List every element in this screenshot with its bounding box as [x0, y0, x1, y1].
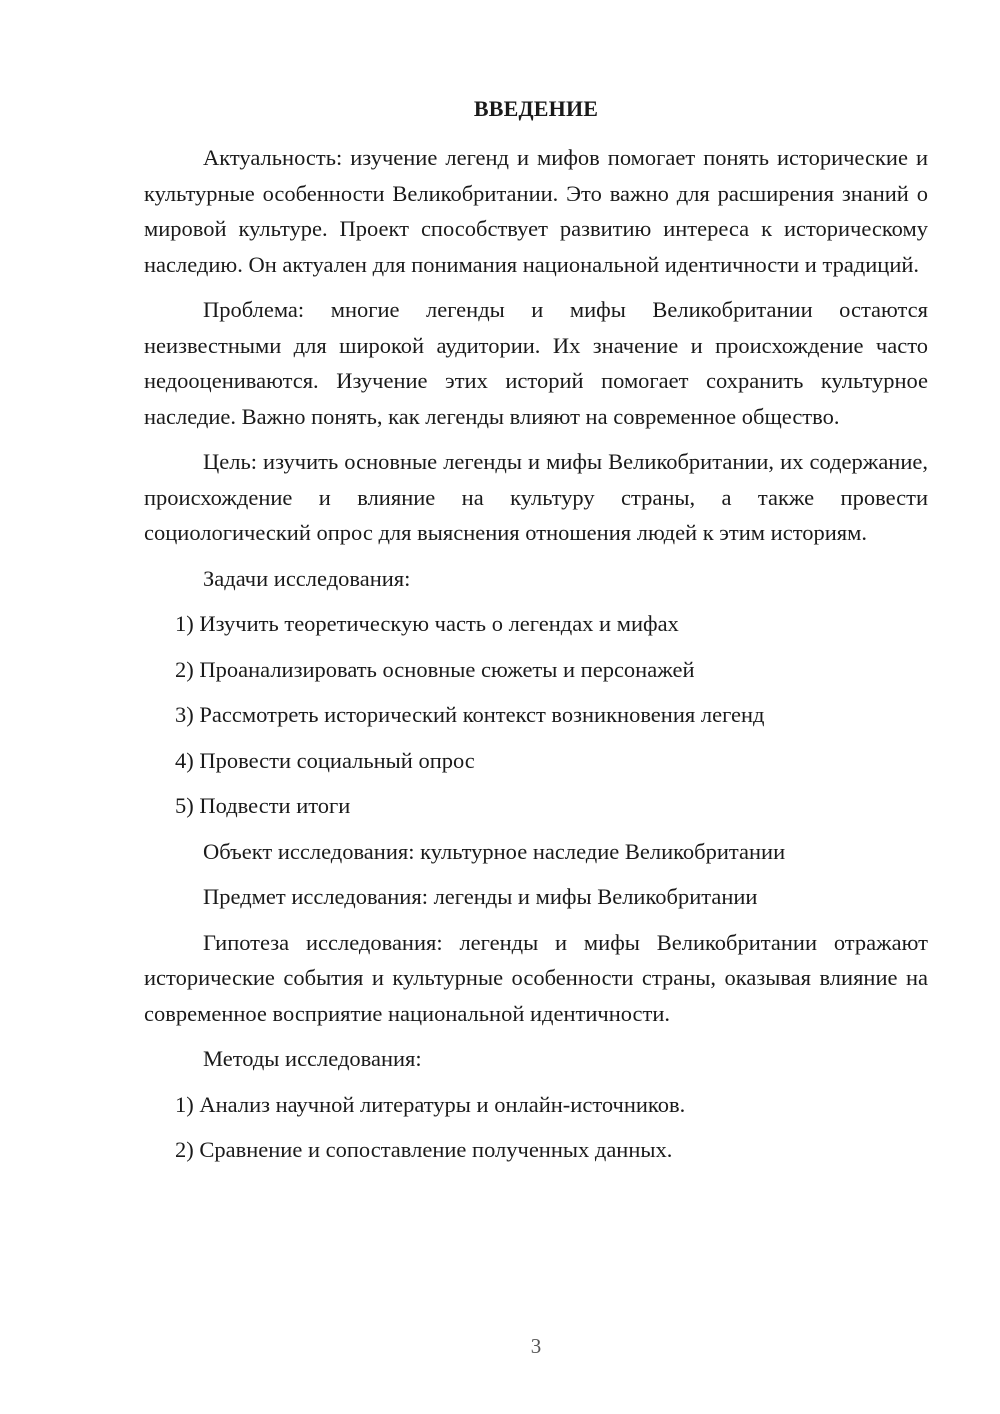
- page-number: 3: [530, 1334, 542, 1358]
- tasks-label: Задачи исследования:: [203, 565, 411, 591]
- goal-paragraph: Цель: изучить основные легенды и мифы Великобритании, их содержание, происхождение и влияние на культуру страны, а также провести социологический опрос для выяснения отношения людей к этим историям.: [144, 449, 928, 545]
- problem-paragraph: Проблема: многие легенды и мифы Великобритании остаются неизвестными для широкой аудитории. Их значение и происхождение часто недооцениваются. Изучение этих историй помогает сохранить культурное наследие. Важно понять, как легенды влияют на современное общество.: [144, 297, 928, 429]
- task-item: 3) Рассмотреть исторический контекст возникновения легенд: [175, 702, 765, 727]
- task-item: 4) Провести социальный опрос: [175, 747, 475, 773]
- body-text: [144, 140, 928, 1178]
- section-heading: ВВЕДЕНИЕ: [473, 96, 599, 121]
- task-item: 5) Подвести итоги: [175, 793, 351, 818]
- method-item: 2) Сравнение и сопоставление полученных данных.: [175, 1137, 673, 1162]
- methods-label: Методы исследования:: [203, 1046, 422, 1071]
- task-item: 2) Проанализировать основные сюжеты и персонажей: [175, 656, 695, 682]
- task-item: 1) Изучить теоретическую часть о легендах и мифах: [175, 611, 679, 636]
- hypothesis-paragraph: Гипотеза исследования: легенды и мифы Великобритании отражают исторические события и культурные особенности страны, оказывая влияние на современное восприятие национальной идентичности.: [144, 929, 928, 1026]
- research-subject: Предмет исследования: легенды и мифы Великобритании: [203, 884, 758, 909]
- method-item: 1) Анализ научной литературы и онлайн-источников.: [175, 1091, 686, 1117]
- research-object: Объект исследования: культурное наследие Великобритании: [203, 838, 786, 864]
- relevance-paragraph: Актуальность: изучение легенд и мифов помогает понять исторические и культурные особенности Великобритании. Это важно для расширения знаний о мировой культуре. Проект способствует развитию интереса к историческому наследию. Он актуален для понимания национальной идентичности и традиций.: [144, 145, 928, 277]
